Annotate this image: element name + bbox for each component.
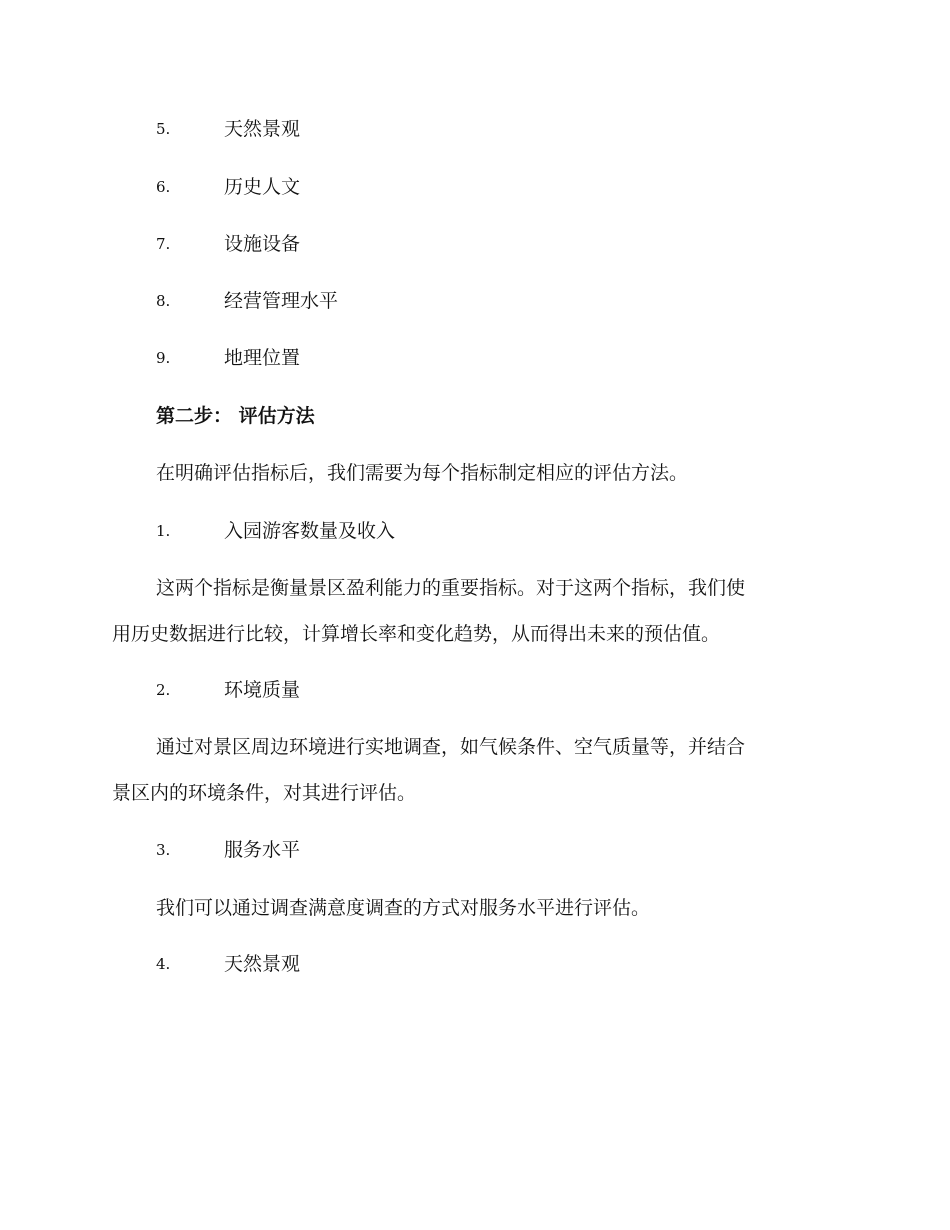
list-number: 8. [156,292,171,310]
list-number: 1. [156,522,171,540]
list-number: 4. [156,955,171,973]
intro-paragraph: 在明确评估指标后，我们需要为每个指标制定相应的评估方法。 [156,462,689,484]
paragraph-line: 景区内的环境条件，对其进行评估。 [112,782,417,804]
list-number: 5. [156,120,171,138]
list-text: 天然景观 [224,118,301,140]
section-heading: 第二步： 评估方法 [156,405,315,427]
list-text: 服务水平 [224,839,301,861]
list-number: 2. [156,681,171,699]
paragraph-line: 用历史数据进行比较，计算增长率和变化趋势，从而得出未来的预估值。 [112,623,721,645]
list-text: 天然景观 [224,953,301,975]
list-text: 环境质量 [224,679,301,701]
list-number: 7. [156,235,171,253]
list-text: 设施设备 [224,233,301,255]
paragraph-line: 通过对景区周边环境进行实地调查，如气候条件、空气质量等，并结合 [156,736,746,758]
list-text: 经营管理水平 [224,290,339,312]
paragraph-line: 我们可以通过调查满意度调查的方式对服务水平进行评估。 [156,897,651,919]
list-text: 历史人文 [224,176,301,198]
list-text: 入园游客数量及收入 [224,520,396,542]
list-number: 3. [156,841,171,859]
list-text: 地理位置 [224,347,301,369]
paragraph-line: 这两个指标是衡量景区盈利能力的重要指标。对于这两个指标，我们使 [156,577,746,599]
list-number: 9. [156,349,171,367]
list-number: 6. [156,178,171,196]
